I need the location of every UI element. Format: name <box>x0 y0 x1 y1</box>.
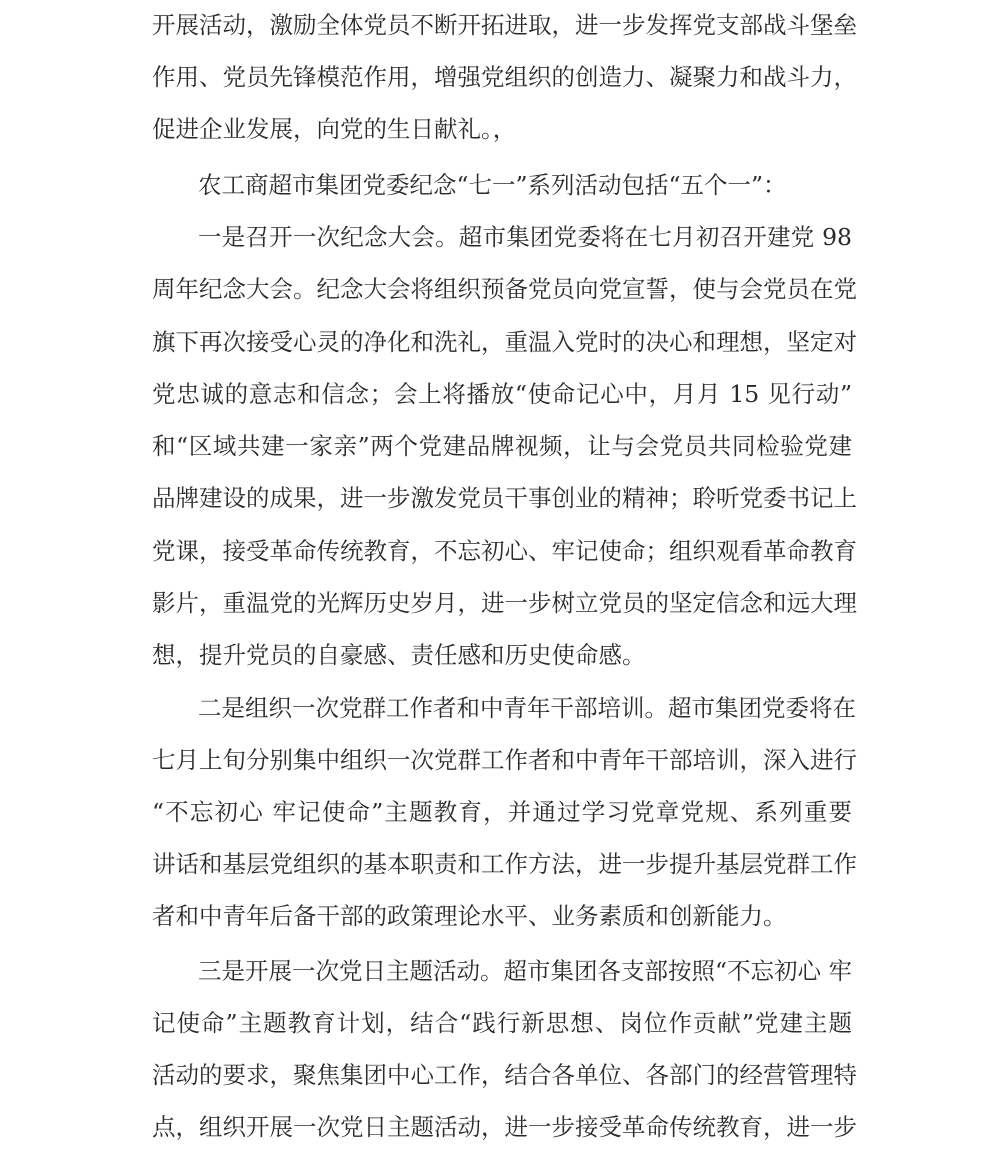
paragraph-line: 者和中青年后备干部的政策理论水平、业务素质和创新能力。 <box>152 902 787 930</box>
paragraph-line: 一是召开一次纪念大会。超市集团党委将在七月初召开建党 98 <box>198 223 852 251</box>
paragraph-line: 农工商超市集团党委纪念“七一”系列活动包括“五个一”： <box>198 171 787 199</box>
paragraph-line: 开展活动，激励全体党员不断开拓进取，进一步发挥党支部战斗堡垒 <box>152 11 857 39</box>
paragraph-line: 七月上旬分别集中组织一次党群工作者和中青年干部培训，深入进行 <box>152 746 857 774</box>
paragraph-line: 作用、党员先锋模范作用，增强党组织的创造力、凝聚力和战斗力， <box>152 63 857 91</box>
paragraph-line: 和“区域共建一家亲”两个党建品牌视频，让与会党员共同检验党建 <box>152 432 852 460</box>
paragraph-line: 二是组织一次党群工作者和中青年干部培训。超市集团党委将在 <box>198 694 856 722</box>
paragraph-line: 周年纪念大会。纪念大会将组织预备党员向党宣誓，使与会党员在党 <box>152 275 857 303</box>
paragraph-line: 活动的要求，聚焦集团中心工作，结合各单位、各部门的经营管理特 <box>152 1061 857 1089</box>
paragraph-line: 促进企业发展，向党的生日献礼。， <box>152 115 517 143</box>
paragraph-line: 讲话和基层党组织的基本职责和工作方法，进一步提升基层党群工作 <box>152 850 857 878</box>
paragraph-line: 记使命”主题教育计划，结合“践行新思想、岗位作贡献”党建主题 <box>152 1009 852 1037</box>
paragraph-line: “不忘初心 牢记使命”主题教育，并通过学习党章党规、系列重要 <box>152 798 852 826</box>
paragraph-line: 旗下再次接受心灵的净化和洗礼，重温入党时的决心和理想，坚定对 <box>152 328 857 356</box>
paragraph-line: 党课，接受革命传统教育，不忘初心、牢记使命；组织观看革命教育 <box>152 537 857 565</box>
paragraph-line: 想，提升党员的自豪感、责任感和历史使命感。 <box>152 641 646 669</box>
paragraph-line: 党忠诚的意志和信念；会上将播放“使命记心中，月月 15 见行动” <box>152 380 852 408</box>
paragraph-line: 品牌建设的成果，进一步激发党员干事创业的精神；聆听党委书记上 <box>152 484 857 512</box>
paragraph-line: 点，组织开展一次党日主题活动，进一步接受革命传统教育，进一步 <box>152 1113 857 1141</box>
paragraph-line: 影片，重温党的光辉历史岁月，进一步树立党员的坚定信念和远大理 <box>152 589 857 617</box>
paragraph-line: 三是开展一次党日主题活动。超市集团各支部按照“不忘初心 牢 <box>198 957 852 985</box>
